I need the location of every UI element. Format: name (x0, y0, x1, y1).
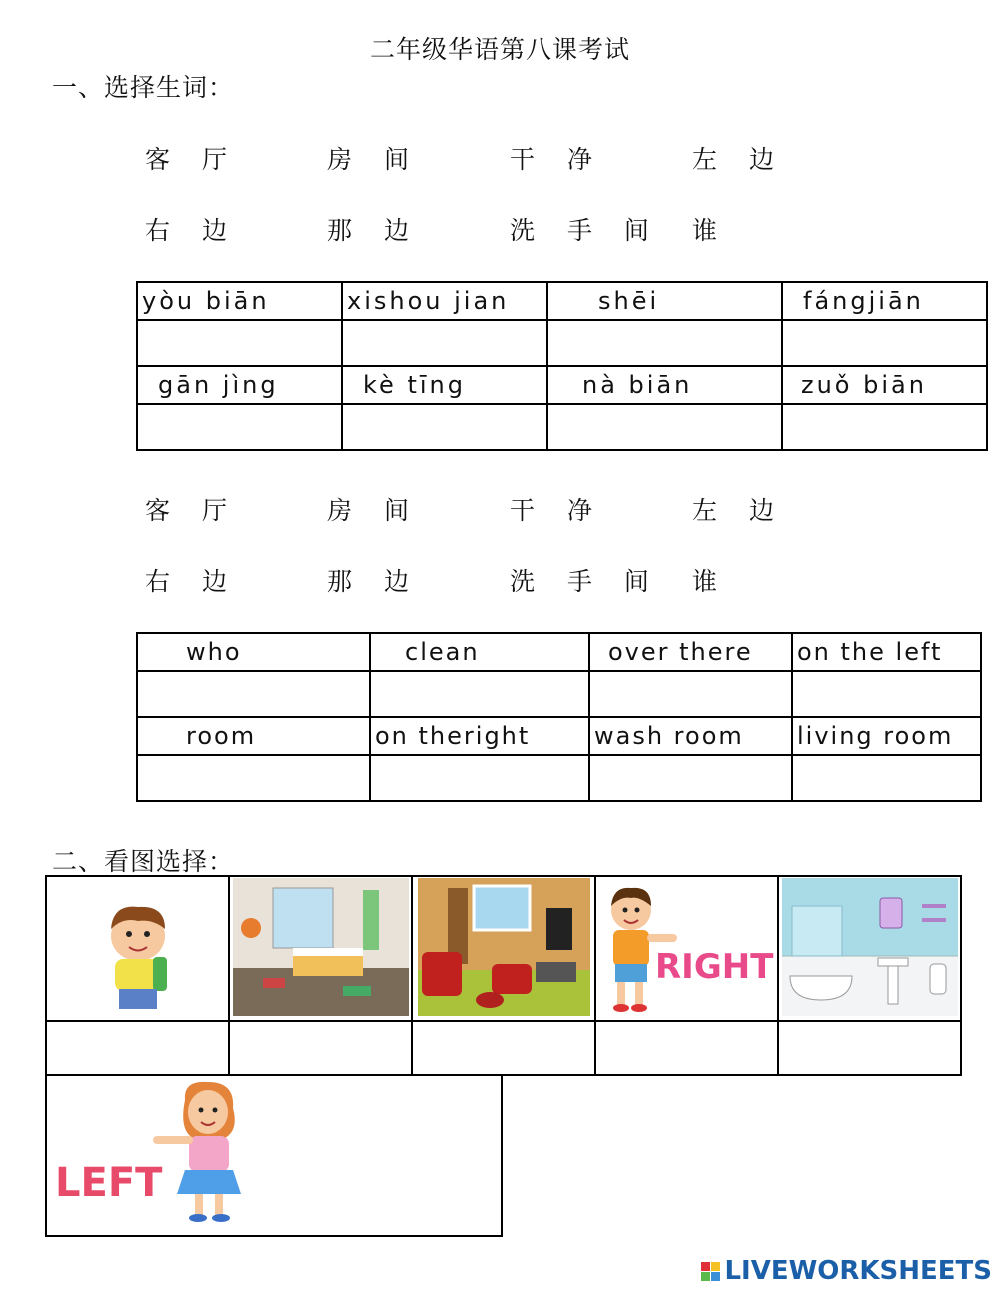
living-room-image (418, 878, 590, 1016)
answer-drop-cell[interactable] (782, 404, 987, 450)
english-label: on theright (370, 717, 589, 755)
word-bank-item: 那 边 (327, 567, 421, 596)
word-bank-item: 洗 手 间 (510, 216, 661, 245)
answer-drop-cell[interactable] (778, 1021, 961, 1075)
answer-drop-cell[interactable] (595, 1021, 778, 1075)
pinyin-label: gān jìng (137, 366, 342, 404)
bathroom-image (782, 878, 958, 1016)
section1-heading: 一、选择生词： (52, 73, 235, 102)
left-picture-box[interactable] (45, 1074, 503, 1237)
answer-drop-cell[interactable] (370, 671, 589, 717)
pinyin-label: kè tīng (342, 366, 547, 404)
answer-drop-cell[interactable] (589, 755, 792, 801)
answer-drop-cell[interactable] (342, 320, 547, 366)
english-label: wash room (589, 717, 792, 755)
girl-pointing-left-image (53, 1080, 303, 1230)
word-bank-item: 左 边 (692, 145, 786, 174)
english-label: who (137, 633, 370, 671)
english-label: over there (589, 633, 792, 671)
liveworksheets-logo (701, 1256, 992, 1286)
pinyin-label: nà biān (547, 366, 782, 404)
pinyin-label: yòu biān (137, 282, 342, 320)
boy-pointing-right-image (599, 878, 775, 1016)
word-bank-item: 右 边 (145, 216, 239, 245)
answer-drop-cell[interactable] (137, 404, 342, 450)
picture-table (45, 875, 962, 1076)
picture-cell (229, 876, 412, 1021)
word-bank-item: 谁 (692, 216, 730, 245)
answer-drop-cell[interactable] (342, 404, 547, 450)
word-bank-item: 洗 手 间 (510, 567, 661, 596)
pinyin-label: shēi (547, 282, 782, 320)
answer-drop-cell[interactable] (792, 671, 981, 717)
word-bank-item: 干 净 (510, 145, 604, 174)
boy-holding-towel-image (53, 879, 223, 1014)
answer-drop-cell[interactable] (229, 1021, 412, 1075)
answer-drop-cell[interactable] (137, 320, 342, 366)
liveworksheets-mark-icon (701, 1262, 720, 1281)
word-bank-item: 右 边 (145, 567, 239, 596)
word-bank-item: 左 边 (692, 496, 786, 525)
picture-cell (595, 876, 778, 1021)
answer-drop-cell[interactable] (547, 404, 782, 450)
left-word-art: LEFT (55, 1160, 163, 1206)
word-bank-item: 客 厅 (145, 496, 239, 525)
bedroom-image (233, 878, 409, 1016)
answer-drop-cell[interactable] (46, 1021, 229, 1075)
word-bank-item: 那 边 (327, 216, 421, 245)
answer-drop-cell[interactable] (589, 671, 792, 717)
section2-heading: 二、看图选择： (52, 847, 235, 876)
english-label: living room (792, 717, 981, 755)
picture-cell (46, 876, 229, 1021)
english-label: on the left (792, 633, 981, 671)
answer-drop-cell[interactable] (782, 320, 987, 366)
pinyin-table (136, 281, 988, 451)
answer-drop-cell[interactable] (547, 320, 782, 366)
logo-text: LIVEWORKSHEETS (724, 1256, 992, 1286)
english-label: room (137, 717, 370, 755)
pinyin-label: zuǒ biān (782, 366, 987, 404)
pinyin-label: xishou jian (342, 282, 547, 320)
english-table (136, 632, 982, 802)
answer-drop-cell[interactable] (370, 755, 589, 801)
answer-drop-cell[interactable] (137, 755, 370, 801)
answer-drop-cell[interactable] (412, 1021, 595, 1075)
pinyin-label: fángjiān (782, 282, 987, 320)
english-label: clean (370, 633, 589, 671)
picture-cell (412, 876, 595, 1021)
right-word-art: RIGHT (654, 946, 773, 987)
picture-cell (778, 876, 961, 1021)
answer-drop-cell[interactable] (792, 755, 981, 801)
answer-drop-cell[interactable] (137, 671, 370, 717)
word-bank-item: 谁 (692, 567, 730, 596)
word-bank-item: 房 间 (327, 496, 421, 525)
page-title: 二年级华语第八课考试 (369, 35, 630, 64)
word-bank-item: 房 间 (327, 145, 421, 174)
word-bank-item: 干 净 (510, 496, 604, 525)
word-bank-item: 客 厅 (145, 145, 239, 174)
